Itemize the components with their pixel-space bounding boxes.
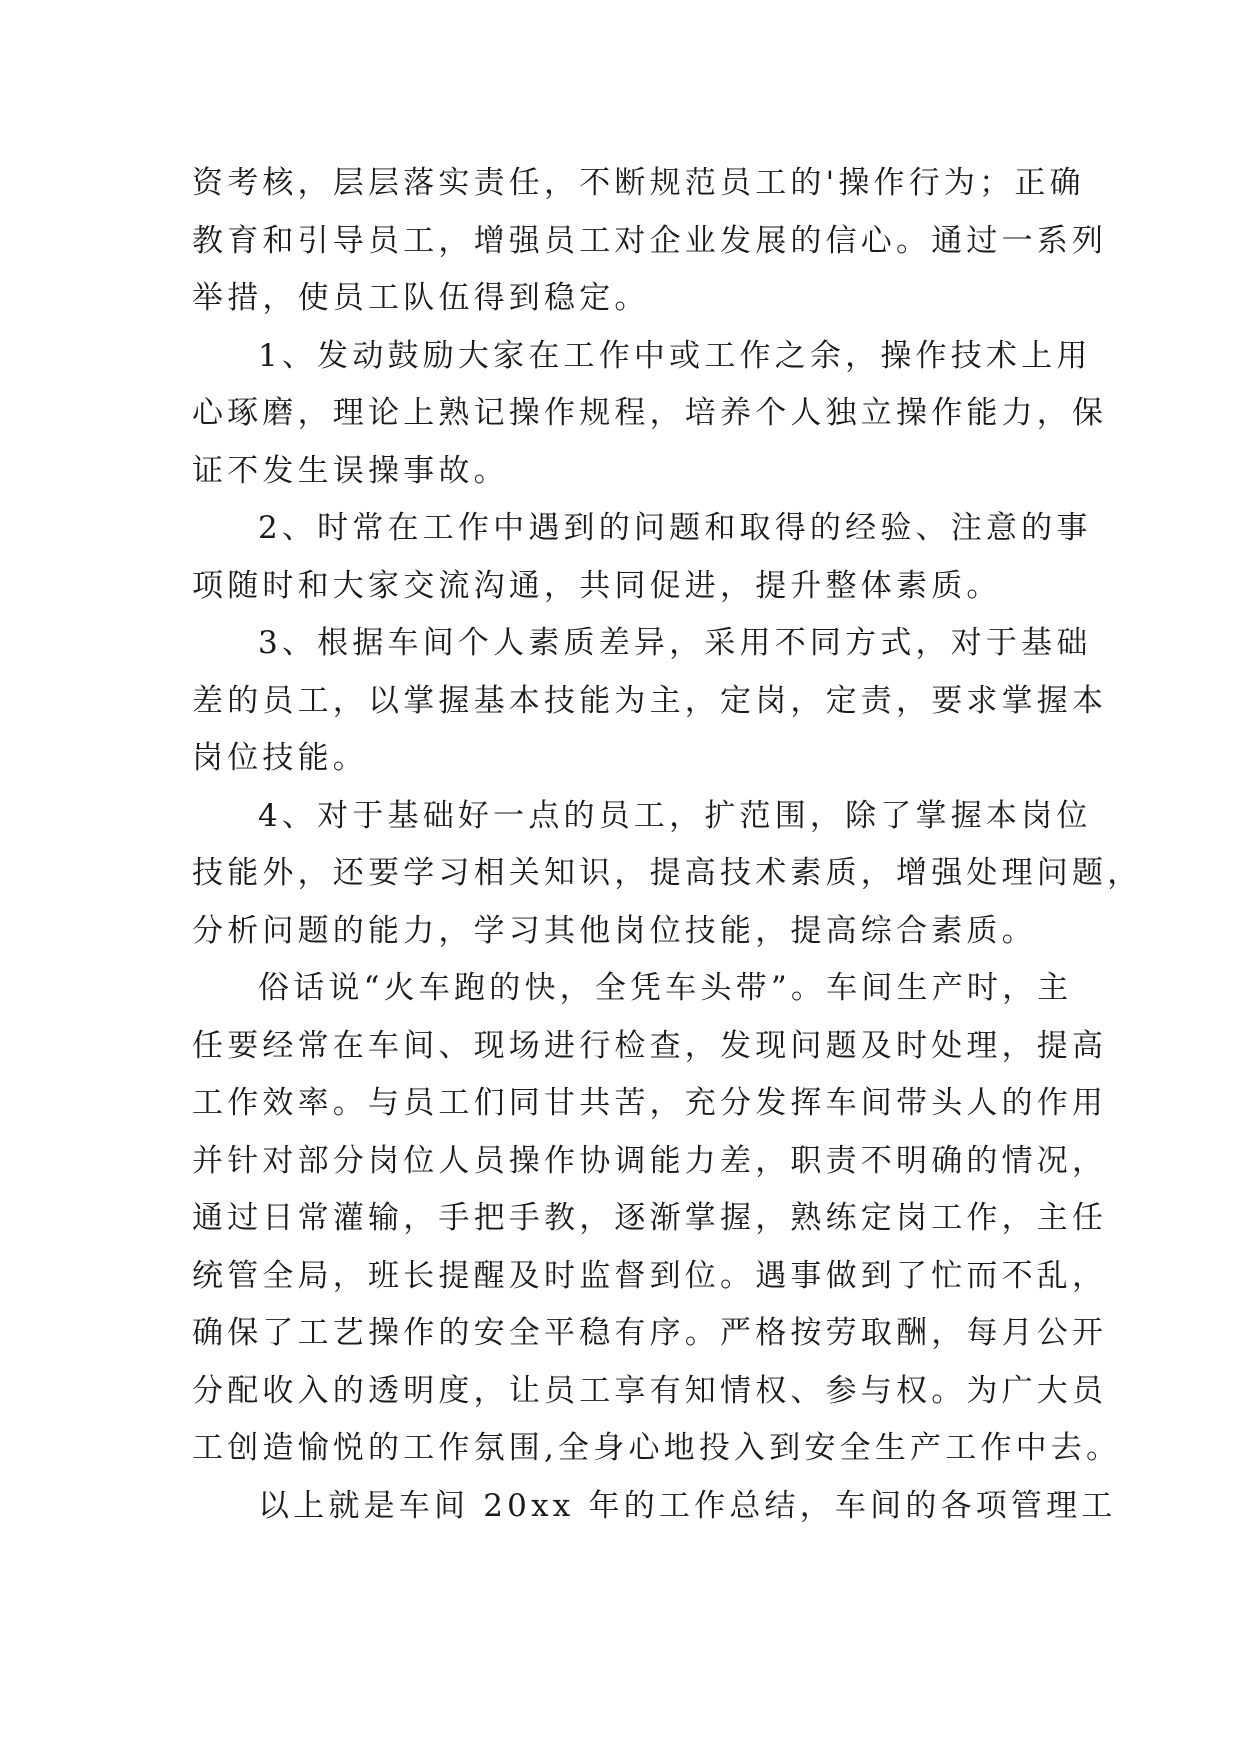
paragraph: [192, 788, 1143, 961]
text-line: 工创造愉悦的工作氛围,全身心地投入到安全生产工作中去。: [192, 1430, 1122, 1466]
paragraph: [192, 960, 1122, 1478]
text-line: 3、根据车间个人素质差异，采用不同方式，对于基础: [258, 625, 1092, 661]
text-line: 技能外，还要学习相关知识，提高技术素质，增强处理问题，: [192, 855, 1143, 891]
text-line: 差的员工，以掌握基本技能为主，定岗，定责，要求掌握本: [192, 682, 1108, 719]
paragraph: [192, 615, 1108, 788]
paragraph: [192, 328, 1108, 501]
text-line: 举措，使员工队伍得到稳定。: [192, 280, 650, 316]
text-line: 4、对于基础好一点的员工，扩范围，除了掌握本岗位: [258, 797, 1092, 834]
text-line: 2、时常在工作中遇到的问题和取得的经验、注意的事: [258, 510, 1092, 546]
text-line: 以上就是车间 20xx 年的工作总结，车间的各项管理工: [258, 1487, 1117, 1524]
text-line: 资考核，层层落实责任，不断规范员工的'操作行为；正确: [192, 165, 1085, 201]
text-line: 确保了工艺操作的安全平稳有序。严格按劳取酬，每月公开: [192, 1315, 1108, 1351]
text-line: 证不发生误操事故。: [192, 452, 509, 489]
text-line: 心琢磨，理论上熟记操作规程，培养个人独立操作能力，保: [192, 395, 1108, 431]
text-line: 项随时和大家交流沟通，共同促进，提升整体素质。: [192, 567, 1002, 604]
document-body: [192, 155, 1143, 1535]
text-line: 岗位技能。: [192, 740, 368, 776]
text-line: 工作效率。与员工们同甘共苦，充分发挥车间带头人的作用: [192, 1085, 1108, 1121]
text-line: 分配收入的透明度，让员工享有知情权、参与权。为广大员: [192, 1372, 1108, 1409]
text-line: 统管全局，班长提醒及时监督到位。遇事做到了忙而不乱，: [192, 1257, 1108, 1294]
text-line: 俗话说“火车跑的快，全凭车头带”。车间生产时，主: [258, 970, 1073, 1006]
paragraph: [192, 1478, 1117, 1536]
text-line: 分析问题的能力，学习其他岗位技能，提高综合素质。: [192, 912, 1037, 949]
text-line: 通过日常灌输，手把手教，逐渐掌握，熟练定岗工作，主任: [192, 1200, 1108, 1236]
paragraph: [192, 500, 1092, 615]
text-line: 任要经常在车间、现场进行检查，发现问题及时处理，提高: [192, 1027, 1108, 1064]
text-line: 并针对部分岗位人员操作协调能力差，职责不明确的情况，: [192, 1142, 1108, 1179]
paragraph: [192, 155, 1108, 328]
text-line: 教育和引导员工，增强员工对企业发展的信心。通过一系列: [192, 222, 1108, 259]
text-line: 1、发动鼓励大家在工作中或工作之余，操作技术上用: [258, 337, 1092, 374]
